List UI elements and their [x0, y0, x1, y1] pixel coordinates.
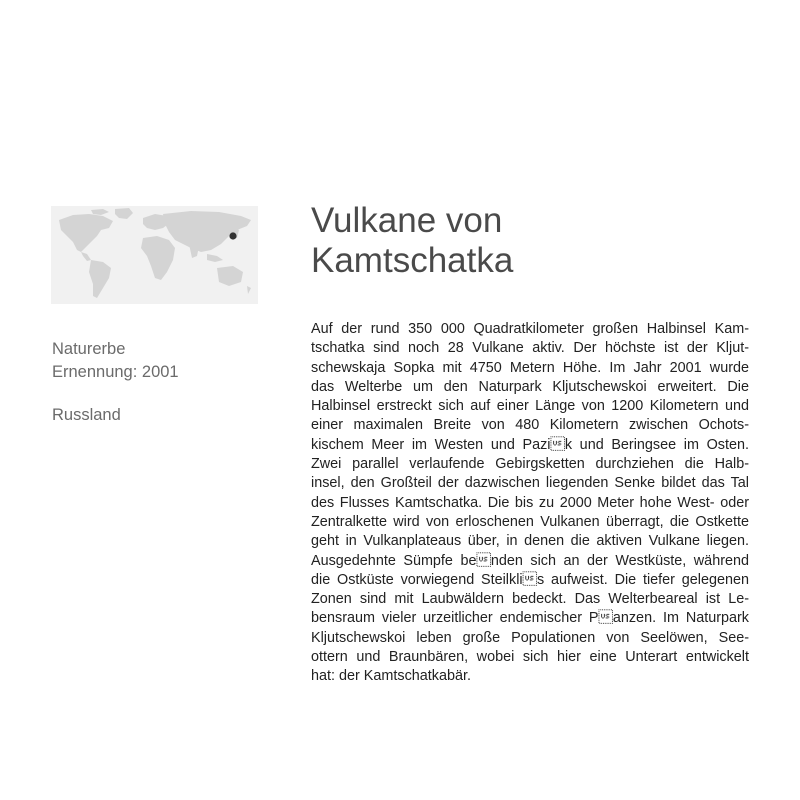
site-meta — [52, 338, 272, 427]
text-line: des Flusses Kamtschatka. Die bis zu 2000 Meter hohe West- oder — [311, 494, 749, 511]
title-line: Kamtschatka — [311, 241, 514, 280]
title-line: Vulkane von — [311, 201, 503, 240]
text-line: Zonen sind mit Laubwäldern bedeckt. Das Welterbeareal ist Le- — [311, 591, 749, 608]
text-line: insel, den Großteil der dazwischen liegenden Senke bildet das Tal — [311, 475, 749, 492]
location-marker — [229, 232, 236, 239]
text-line: kischem Meer im Westen und Pazi k und Beringsee im Osten. — [311, 436, 749, 453]
text-line: die Ostküste vorwiegend Steilkli s aufweist. Die tiefer gelegenen — [311, 571, 749, 588]
text-line: Kljutschewskoi leben große Populationen von Seelöwen, See- — [311, 629, 749, 646]
continents — [59, 208, 251, 298]
text-line: Auf der rund 350 000 Quadratkilometer großen Halbinsel Kam- — [311, 321, 749, 337]
text-line: bensraum vieler urzeitlicher endemischer P anzen. Im Naturpark — [311, 610, 749, 627]
text-line: das Welterbe um den Naturpark Kljutschewskoi erweitert. Die — [311, 378, 749, 395]
world-map — [51, 206, 258, 304]
text-line: Halbinsel erstreckt sich auf einer Länge von 1200 Kilometern und — [311, 398, 749, 415]
text-line: hat: der Kamtschatkabär. — [311, 668, 471, 685]
text-line: tschatka sind noch 28 Vulkane aktiv. Der höchste ist der Kljut- — [311, 340, 749, 357]
text-line: Zwei parallel verlaufende Gebirgsketten durchziehen die Halb- — [311, 456, 749, 473]
text-line: Ausgedehnte Sümpfe be nden sich an der Westküste, während — [311, 552, 749, 569]
country-label: Russland — [52, 406, 121, 424]
category-label: Naturerbe — [52, 340, 126, 358]
spacer — [52, 384, 272, 404]
world-map-graphic — [51, 206, 258, 304]
description-text — [311, 320, 749, 687]
nomination-label: Ernennung: 2001 — [52, 363, 179, 381]
text-line: ottern und Braunbären, wobei sich hier eine Unterart entwickelt — [311, 649, 749, 666]
text-line: Zentralkette wird von erloschenen Vulkanen überragt, die Ostkette — [311, 513, 749, 530]
text-line: einer maximalen Breite von 480 Kilometern zwischen Ochots- — [311, 417, 749, 434]
page-title — [311, 201, 771, 281]
text-line: geht in Vulkanplateaus über, in denen die aktiven Vulkane liegen. — [311, 533, 749, 550]
text-line: schewskaja Sopka mit 4750 Metern Höhe. Im Jahr 2001 wurde — [311, 359, 749, 376]
